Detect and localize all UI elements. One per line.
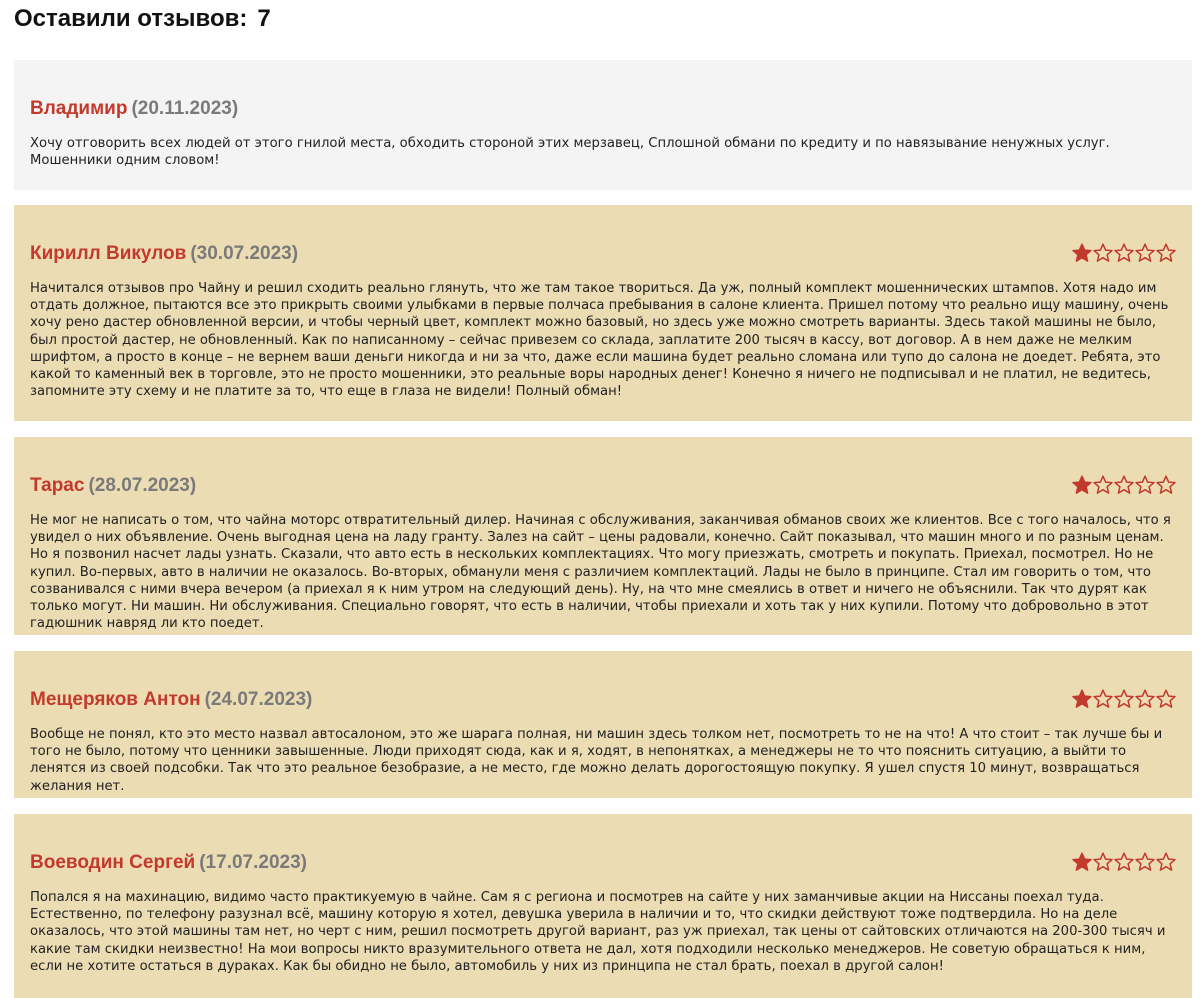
star-empty-icon <box>1135 475 1155 495</box>
review-count-label: Оставили отзывов: <box>14 5 248 32</box>
rating-stars <box>1072 852 1176 874</box>
review-header <box>30 473 1176 499</box>
star-filled-icon <box>1072 852 1092 872</box>
rating-stars <box>1072 475 1176 497</box>
rating-stars <box>1072 243 1176 265</box>
review-author: Тарас <box>30 475 85 496</box>
star-empty-icon <box>1114 475 1134 495</box>
review-card <box>14 60 1192 190</box>
review-text: Не мог не написать о том, что чайна моторс отвратительный дилер. Начиная с обслуживания, заканчивая обманов своих же клиентов. Все с того началось, что я увидел о них объявление. Очень выгодная цена на ладу гранту. Залез на сайт – цены радовали, конечно. Сайт показывал, что машин много и по разным ценам. Но я позвонил насчет лады узнать. Сказали, что авто есть в нескольких комплектациях. Что могу приезжать, смотреть и покупать. Приехал, посмотрел. Но не купил. Во-первых, авто в наличии не оказалось. Во-вторых, обманули меня с различием комплектаций. Лады не было в принципе. Стал им говорить о том, что созванивался с ними вчера вечером (а приехал я к ним утром на следующий день). Ну, на что мне смеялись в ответ и ничего не объяснили. Так что дурят как только могут. Ни машин. Ни обслуживания. Специально говорят, что есть в наличии, чтобы приехали и хоть так у них купили. Потому что добровольно в этот гадюшник навряд ли кто поедет. <box>30 513 1171 632</box>
star-filled-icon <box>1072 689 1092 709</box>
review-header <box>30 241 1176 267</box>
review-card <box>14 437 1192 635</box>
star-empty-icon <box>1114 852 1134 872</box>
review-text: Вообще не понял, кто это место назвал автосалоном, это же шарага полная, ни машин здесь толком нет, посмотреть то не на что! А что стоит – так лучше бы и того не было, потому что ценники завышенные. Люди приходят сюда, как и я, ходят, в непонятках, а менеджеры не то что пояснить ситуацию, а выйти то ленятся из своей подсобки. Так что это реальное безобразие, а не место, где можно делать дорогостоящую покупку. Я ушел спустя 10 минут, возвращаться желания нет. <box>30 727 1163 794</box>
page-title <box>14 4 271 34</box>
star-empty-icon <box>1156 475 1176 495</box>
star-empty-icon <box>1135 852 1155 872</box>
review-date: (17.07.2023) <box>199 852 307 873</box>
star-empty-icon <box>1093 689 1113 709</box>
star-empty-icon <box>1114 243 1134 263</box>
star-empty-icon <box>1093 243 1113 263</box>
star-empty-icon <box>1135 243 1155 263</box>
review-text: Начитался отзывов про Чайну и решил сходить реально глянуть, что же там такое твориться. Да уж, полный комплект мошеннических штампов. Хотя надо им отдать должное, пытаются все это прикрыть своими улыбками в первые полчаса пребывания в салоне клиента. Пришел потому что реально ищу машину, очень хочу рено дастер обновленной версии, и чтобы черный цвет, комплект можно базовый, но здесь уже можно смотреть варианты. Здесь такой машины не было, был простой дастер, не обновленный. Как по написанному – сейчас привезем со склада, заплатите 200 тысяч в кассу, вот договор. А в нем даже не мелким шрифтом, а просто в конце – не вернем ваши деньги никогда и ни за что, даже если машина будет реально сломана или тупо до салона не доедет. Ребята, это какой то каменный век в торговле, это не просто мошенники, это реальные воры народных денег! Конечно я ничего не подписывал и не платил, не ведитесь, запомните эту схему и не платите за то, что еще в глаза не видели! Полный обман! <box>30 281 1169 400</box>
review-date: (30.07.2023) <box>190 243 299 264</box>
review-author: Мещеряков Антон <box>30 689 201 710</box>
review-header <box>30 850 1176 876</box>
review-card <box>14 651 1192 798</box>
review-header <box>30 687 1176 713</box>
review-date: (24.07.2023) <box>204 689 313 710</box>
star-empty-icon <box>1156 689 1176 709</box>
star-filled-icon <box>1072 475 1092 495</box>
star-empty-icon <box>1093 475 1113 495</box>
review-date: (28.07.2023) <box>88 475 197 496</box>
review-date: (20.11.2023) <box>131 98 239 119</box>
star-filled-icon <box>1072 243 1092 263</box>
rating-stars <box>1072 689 1176 711</box>
review-count: 7 <box>257 5 271 32</box>
review-author: Кирилл Викулов <box>30 243 187 264</box>
review-author: Владимир <box>30 98 128 119</box>
review-text: Попался я на махинацию, видимо часто практикуемую в чайне. Сам я с региона и посмотрев на сайте у них заманчивые акции на Ниссаны поехал туда. Естественно, по телефону разузнал всё, машину которую я хотел, девушка уверила в наличии и то, что скидки действуют тоже подтвердила. Но на деле оказалось, что этой машины там нет, но черт с ним, решил посмотреть другой вариант, раз уж приехал, так цены от сайтовских отличаются на 200-300 тысяч и какие там скидки неизвестно! На мои вопросы никто вразумительного ответа не дал, хотя подходили несколько менеджеров. Не советую обращаться к ним, если не хотите остаться в дураках. Как бы обидно не было, автомобиль у них из принципа не стал брать, поехал в другой салон! <box>30 890 1166 974</box>
review-card <box>14 814 1192 998</box>
review-text: Хочу отговорить всех людей от этого гнилой места, обходить стороной этих мерзавец, Сплошной обмани по кредиту и по навязывание ненужных услуг. Мошенники одним словом! <box>30 136 1110 169</box>
review-header <box>30 96 1176 122</box>
star-empty-icon <box>1114 689 1134 709</box>
review-author: Воеводин Сергей <box>30 852 196 873</box>
star-empty-icon <box>1135 689 1155 709</box>
star-empty-icon <box>1156 852 1176 872</box>
star-empty-icon <box>1093 852 1113 872</box>
review-card <box>14 205 1192 421</box>
star-empty-icon <box>1156 243 1176 263</box>
